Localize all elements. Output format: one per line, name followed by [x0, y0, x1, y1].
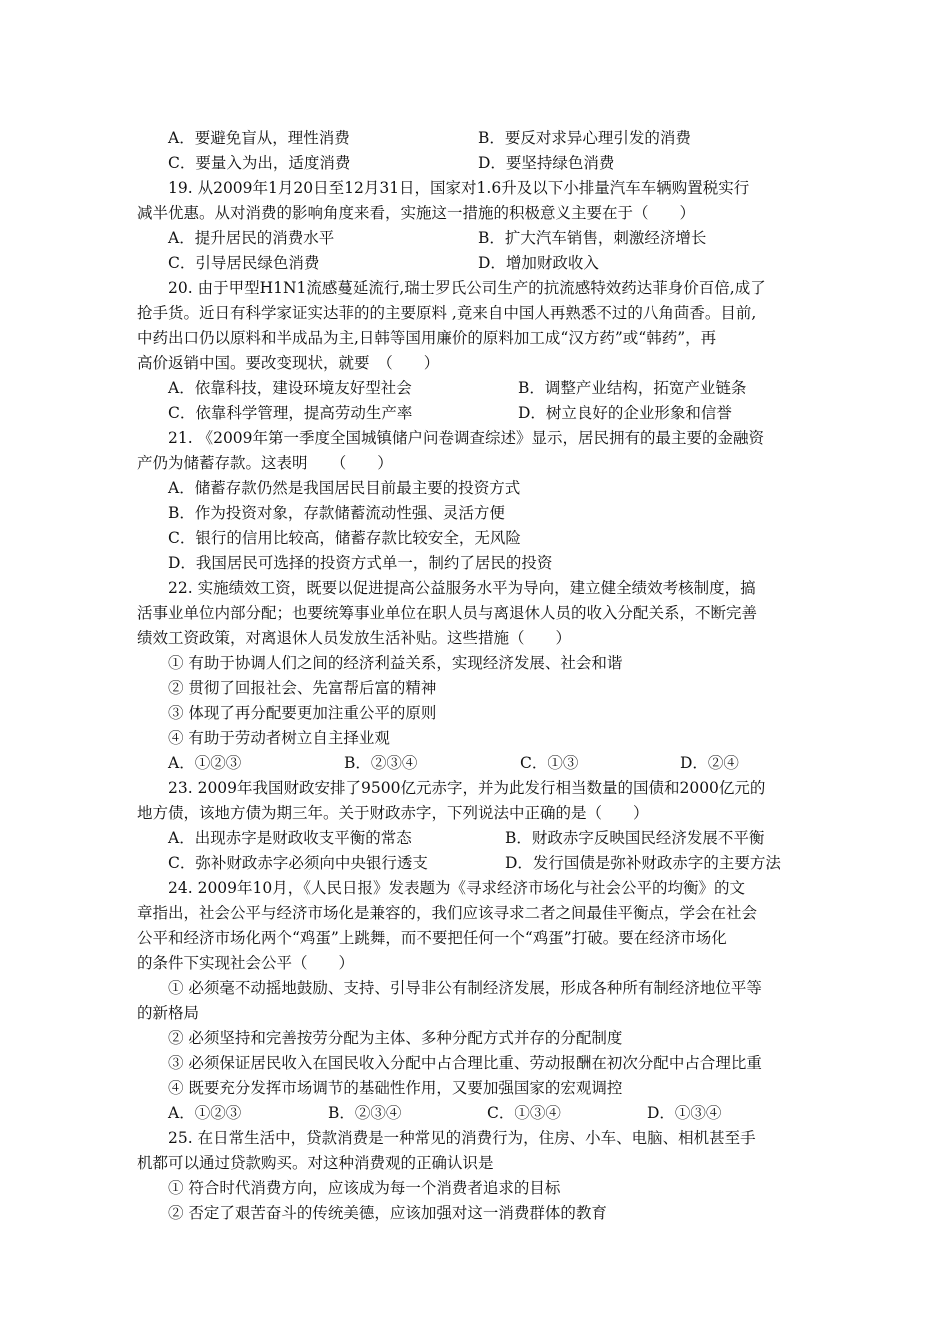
q22-option-c: C．①③ — [520, 754, 579, 772]
q20-stem-line: 高价返销中国。要改变现状，就要 （ ） — [137, 354, 440, 372]
q23-stem-line: 23. 2009年我国财政安排了9500亿元赤字，并为此发行相当数量的国债和2000亿元的 — [168, 779, 766, 797]
q20-option-a: A．依靠科技，建设环境友好型社会 — [168, 379, 412, 397]
q21-stem-line: 21. 《2009年第一季度全国城镇储户问卷调查综述》显示，居民拥有的最主要的金融资 — [168, 429, 765, 447]
q19-option-d: D．增加财政收入 — [478, 254, 599, 272]
q25-stem-line: 25. 在日常生活中，贷款消费是一种常见的消费行为，住房、小车、电脑、相机甚至手 — [168, 1129, 756, 1147]
q19-option-c: C．引导居民绿色消费 — [168, 254, 320, 272]
q23-option-a: A．出现赤字是财政收支平衡的常态 — [168, 829, 412, 847]
q22-option-d: D．②④ — [680, 754, 739, 772]
q25-stem-line: 机都可以通过贷款购买。对这种消费观的正确认识是 — [137, 1154, 494, 1172]
q23-option-b: B．财政赤字反映国民经济发展不平衡 — [505, 829, 765, 847]
q20-stem-line: 20. 由于甲型H1N1流感蔓延流行,瑞士罗氏公司生产的抗流感特效药达菲身价百倍,成了 — [168, 279, 766, 297]
q18-option-b: B．要反对求异心理引发的消费 — [478, 129, 691, 147]
q22-option-a: A．①②③ — [168, 754, 242, 772]
q20-stem-line: 抢手货。近日有科学家证实达菲的的主要原料 ,竟来自中国人再熟悉不过的八角茴香。目前, — [137, 304, 757, 322]
q21-option-d: D．我国居民可选择的投资方式单一，制约了居民的投资 — [168, 554, 553, 572]
q24-item-4: ④ 既要充分发挥市场调节的基础性作用，又要加强国家的宏观调控 — [168, 1079, 623, 1097]
q22-stem-line: 活事业单位内部分配；也要统筹事业单位在职人员与离退休人员的收入分配关系，不断完善 — [137, 604, 758, 622]
q22-stem-line: 22. 实施绩效工资，既要以促进提高公益服务水平为导向，建立健全绩效考核制度，搞 — [168, 579, 756, 597]
q25-item-1: ① 符合时代消费方向，应该成为每一个消费者追求的目标 — [168, 1179, 561, 1197]
q19-stem-line: 19. 从2009年1月20日至12月31日，国家对1.6升及以下小排量汽车车辆购置税实行 — [168, 179, 750, 197]
q24-option-d: D．①③④ — [647, 1104, 722, 1122]
q20-stem-line: 中药出口仍以原料和半成品为主,日韩等国用廉价的原料加工成“汉方药”或“韩药”，再 — [137, 329, 717, 347]
q24-item-1-continued: 的新格局 — [137, 1004, 200, 1022]
q21-option-a: A．储蓄存款仍然是我国居民目前最主要的投资方式 — [168, 479, 521, 497]
q18-option-c: C．要量入为出，适度消费 — [168, 154, 351, 172]
q24-stem-line: 章指出，社会公平与经济市场化是兼容的，我们应该寻求二者之间最佳平衡点，学会在社会 — [137, 904, 758, 922]
q21-stem-line: 产仍为储蓄存款。这表明 （ ） — [137, 454, 393, 472]
q22-item-2: ② 贯彻了回报社会、先富帮后富的精神 — [168, 679, 437, 697]
q22-stem-line: 绩效工资政策，对离退休人员发放生活补贴。这些措施（ ） — [137, 629, 572, 647]
q21-option-b: B．作为投资对象，存款储蓄流动性强、灵活方便 — [168, 504, 505, 522]
q24-stem-line: 的条件下实现社会公平（ ） — [137, 954, 355, 972]
q24-item-2: ② 必须坚持和完善按劳分配为主体、多种分配方式并存的分配制度 — [168, 1029, 623, 1047]
q23-option-d: D．发行国债是弥补财政赤字的主要方法 — [505, 854, 781, 872]
q23-option-c: C．弥补财政赤字必须向中央银行透支 — [168, 854, 428, 872]
q20-option-b: B．调整产业结构，拓宽产业链条 — [518, 379, 747, 397]
q19-option-b: B．扩大汽车销售，刺激经济增长 — [478, 229, 707, 247]
q24-item-3: ③ 必须保证居民收入在国民收入分配中占合理比重、劳动报酬在初次分配中占合理比重 — [168, 1054, 762, 1072]
q24-option-a: A．①②③ — [168, 1104, 242, 1122]
q24-stem-line: 公平和经济市场化两个“鸡蛋”上跳舞，而不要把任何一个“鸡蛋”打破。要在经济市场化 — [137, 929, 727, 947]
q19-option-a: A．提升居民的消费水平 — [168, 229, 335, 247]
q21-option-c: C．银行的信用比较高，储蓄存款比较安全，无风险 — [168, 529, 521, 547]
q25-item-2: ② 否定了艰苦奋斗的传统美德，应该加强对这一消费群体的教育 — [168, 1204, 607, 1222]
q22-item-4: ④ 有助于劳动者树立自主择业观 — [168, 729, 390, 747]
q24-option-c: C．①③④ — [487, 1104, 561, 1122]
q22-item-3: ③ 体现了再分配要更加注重公平的原则 — [168, 704, 437, 722]
q24-option-b: B．②③④ — [328, 1104, 402, 1122]
q23-stem-line: 地方债，该地方债为期三年。关于财政赤字，下列说法中正确的是（ ） — [137, 804, 649, 822]
q20-option-c: C．依靠科学管理，提高劳动生产率 — [168, 404, 413, 422]
q19-stem-line: 减半优惠。从对消费的影响角度来看，实施这一措施的积极意义主要在于（ ） — [137, 204, 696, 222]
q18-option-d: D．要坚持绿色消费 — [478, 154, 615, 172]
q24-item-1: ① 必须毫不动摇地鼓励、支持、引导非公有制经济发展，形成各种所有制经济地位平等 — [168, 979, 762, 997]
q18-option-a: A．要避免盲从，理性消费 — [168, 129, 350, 147]
q22-item-1: ① 有助于协调人们之间的经济利益关系，实现经济发展、社会和谐 — [168, 654, 623, 672]
q22-option-b: B．②③④ — [344, 754, 418, 772]
q24-stem-line: 24. 2009年10月，《人民日报》发表题为《寻求经济市场化与社会公平的均衡》的文 — [168, 879, 745, 897]
q20-option-d: D．树立良好的企业形象和信誉 — [518, 404, 732, 422]
